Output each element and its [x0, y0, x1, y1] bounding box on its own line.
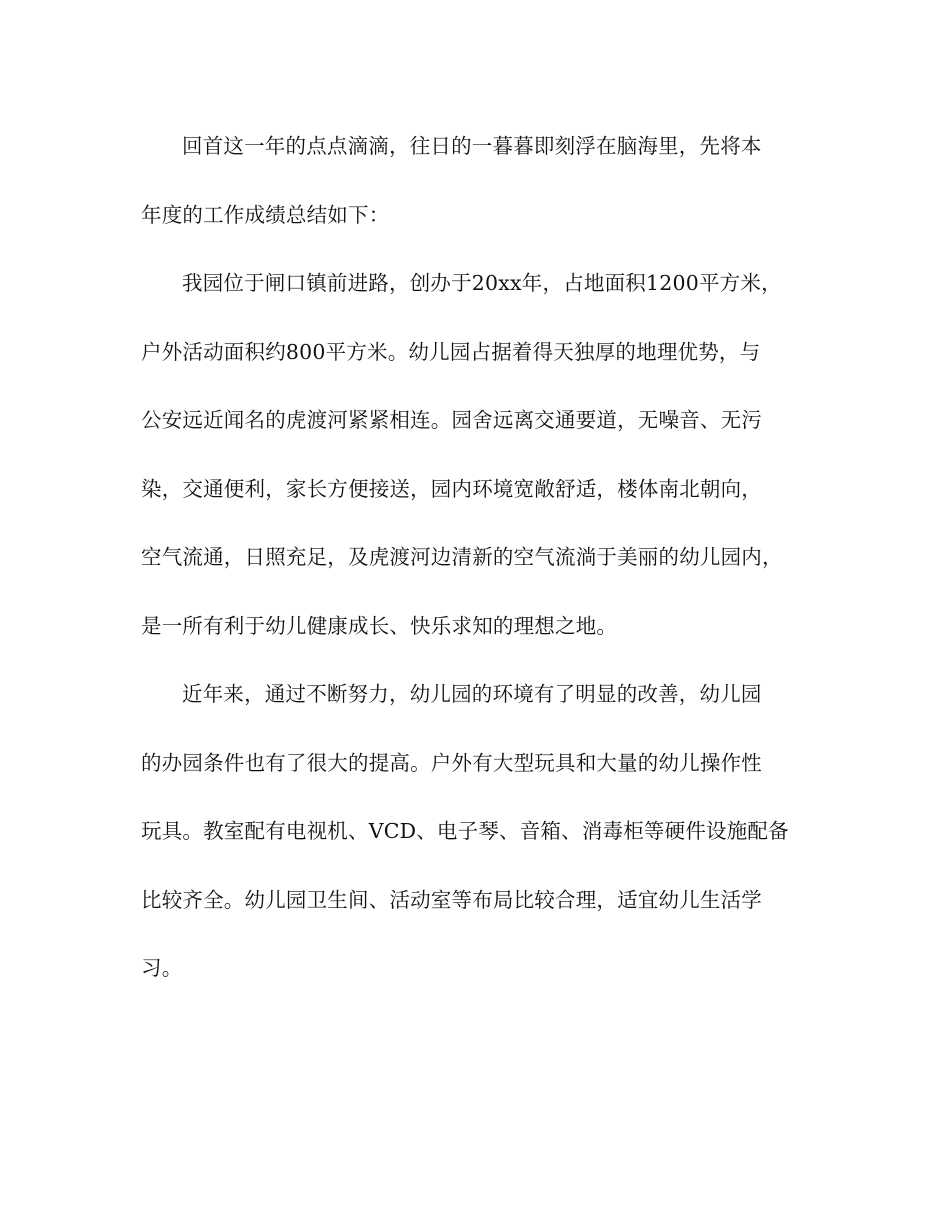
paragraph-line: 我园位于闸口镇前进路，创办于20xx年，占地面积1200平方米， [182, 271, 782, 295]
paragraph-line: 习。 [141, 956, 183, 980]
paragraph-line: 比较齐全。幼儿园卫生间、活动室等布局比较合理，适宜幼儿生活学 [141, 887, 762, 912]
paragraph-3 [141, 660, 811, 1003]
paragraph-line: 回首这一年的点点滴滴，往日的一暮暮即刻浮在脑海里，先将本 [182, 134, 762, 158]
paragraph-line: 的办园条件也有了很大的提高。户外有大型玩具和大量的幼儿操作性 [141, 750, 762, 775]
paragraph-line: 近年来，通过不断努力，幼儿园的环境有了明显的改善，幼儿园 [182, 682, 762, 706]
document-body [141, 112, 811, 1003]
paragraph-line: 是一所有利于幼儿健康成长、快乐求知的理想之地。 [141, 613, 618, 638]
paragraph-line: 年度的工作成绩总结如下： [141, 202, 390, 227]
paragraph-line: 玩具。教室配有电视机、VCD、电子琴、音箱、消毒柜等硬件设施配备 [141, 819, 789, 843]
paragraph-line: 公安远近闻名的虎渡河紧紧相连。园舍远离交通要道，无噪音、无污 [141, 408, 762, 432]
paragraph-1 [141, 112, 811, 249]
paragraph-2 [141, 249, 811, 660]
paragraph-line: 户外活动面积约800平方米。幼儿园占据着得天独厚的地理优势，与 [141, 339, 761, 364]
paragraph-line: 染，交通便利，家长方便接送，园内环境宽敞舒适，楼体南北朝向， [141, 476, 762, 501]
paragraph-line: 空气流通，日照充足，及虎渡河边清新的空气流淌于美丽的幼儿园内， [141, 545, 783, 569]
